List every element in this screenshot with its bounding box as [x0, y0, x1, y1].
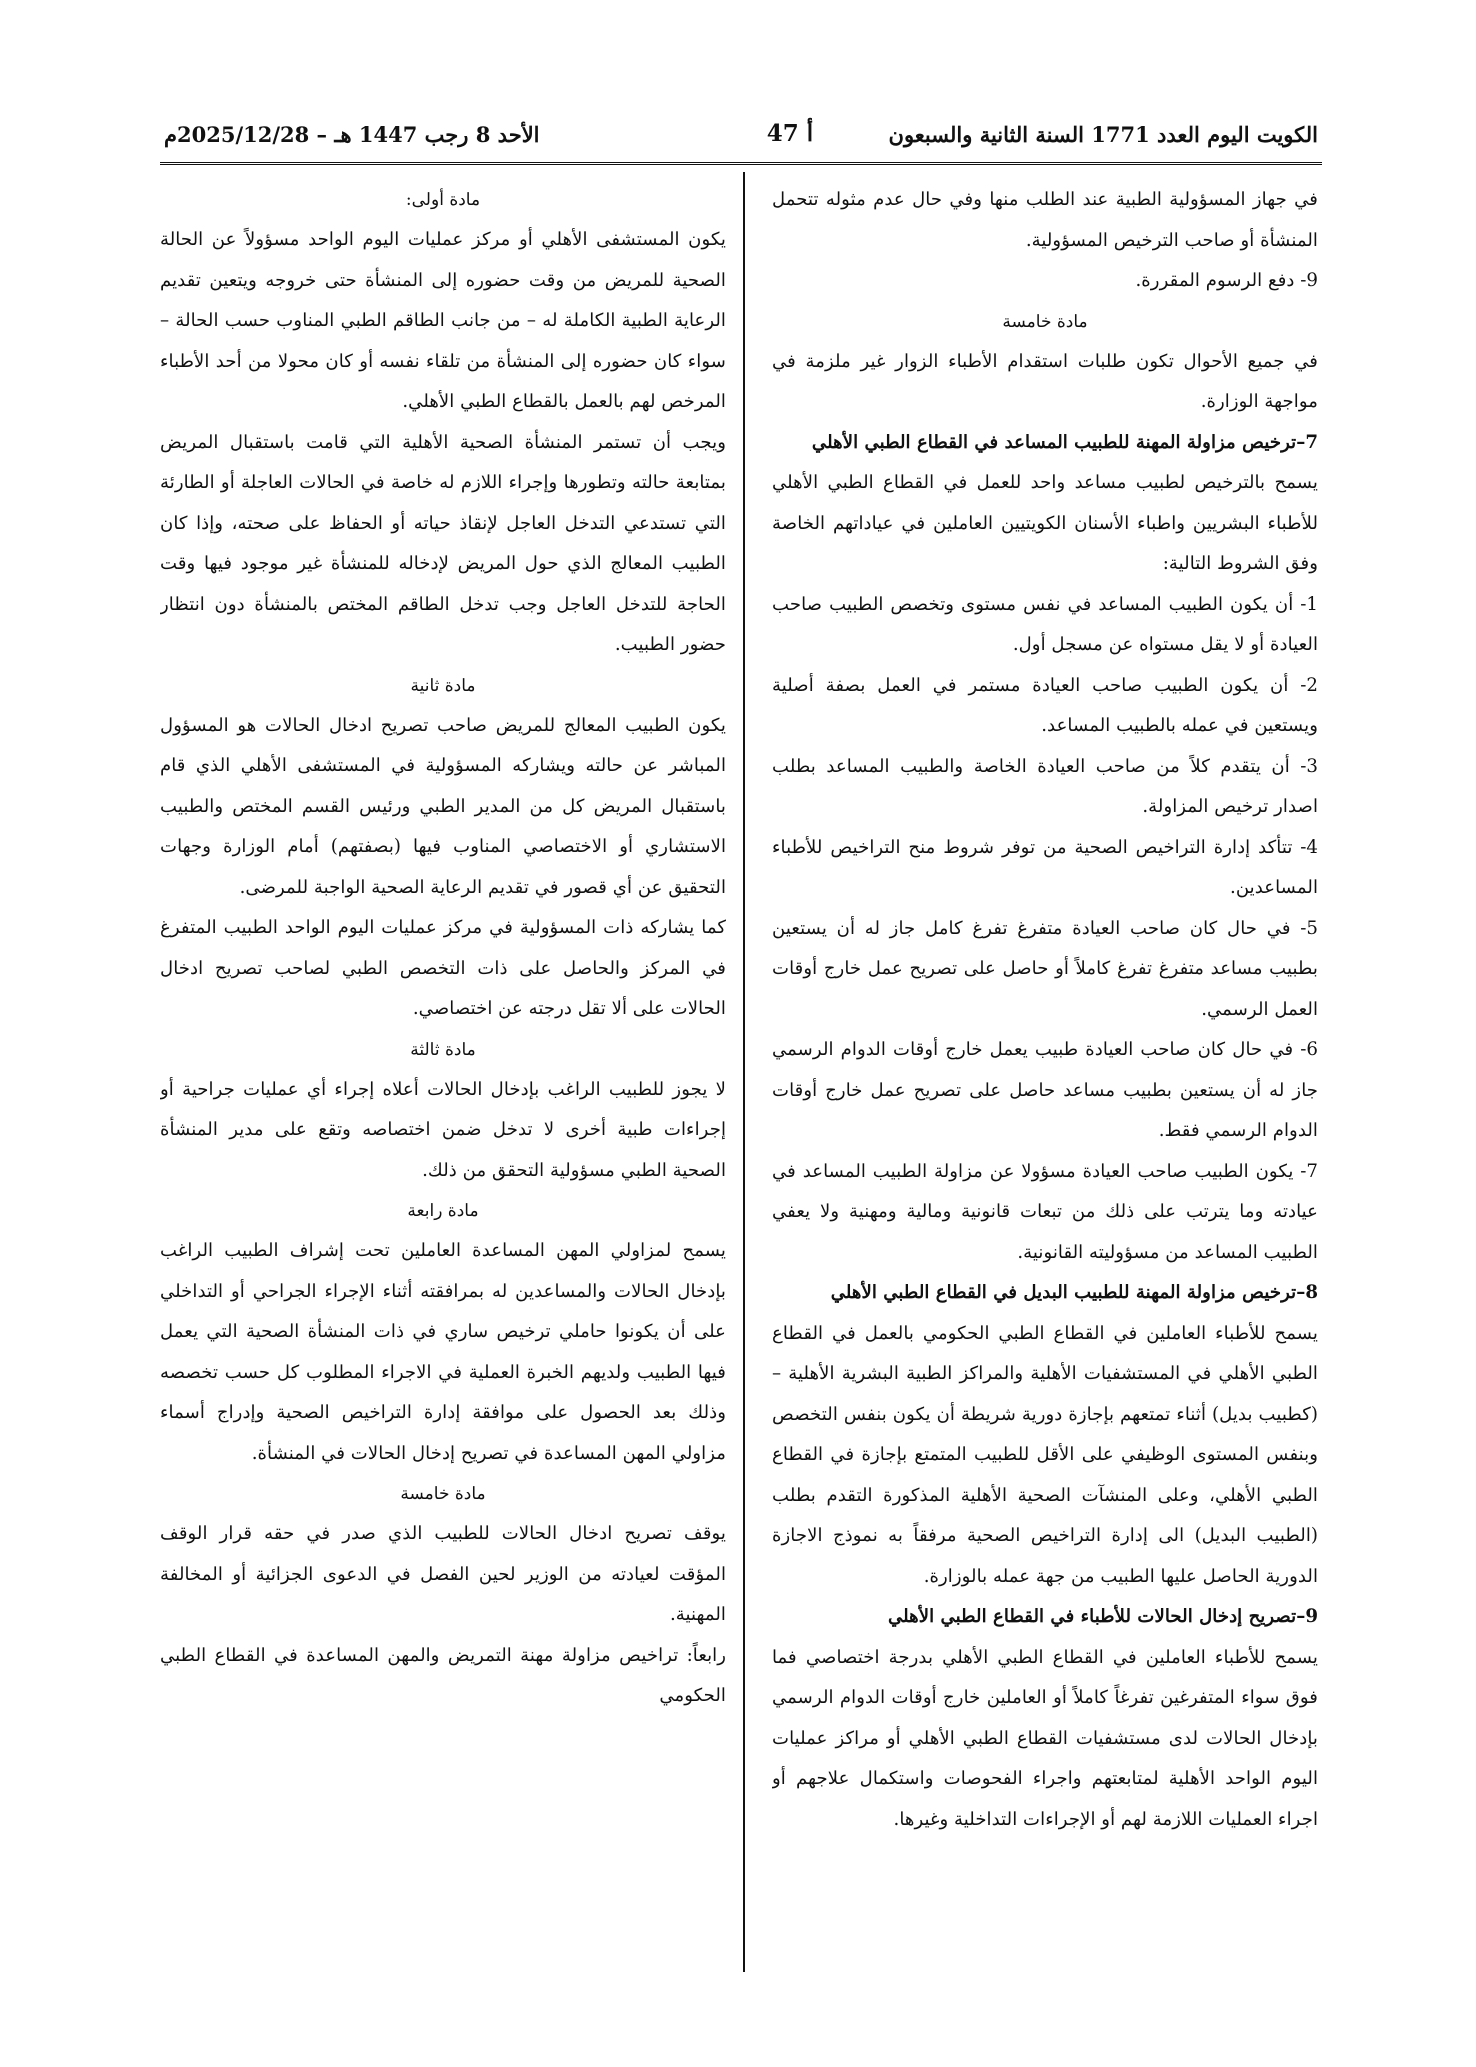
- section-heading: 7–ترخيص مزاولة المهنة للطبيب المساعد في القطاع الطبي الأهلي: [811, 431, 1318, 453]
- paragraph: في جميع الأحوال تكون طلبات استقدام الأطباء الزوار غير ملزمة في مواجهة الوزارة.: [772, 350, 1318, 412]
- article-heading: مادة ثالثة: [410, 1039, 476, 1060]
- paragraph: يكون المستشفى الأهلي أو مركز عمليات اليوم الواحد مسؤولاً عن الحالة الصحية للمريض من وقت حضوره إلى المنشأة حتى خروجه ويتعين تقديم الرعاية الطبية الكاملة له – من جانب الطاقم الطبي المناوب حسب الحالة – سواء كان حضوره إلى المنشأة من تلقاء نفسه أو كان محولا من أحد الأطباء المرخص لهم بالعمل بالقطاع الطبي الأهلي.: [160, 229, 726, 412]
- paragraph: لا يجوز للطبيب الراغب بإدخال الحالات أعلاه إجراء أي عمليات جراحية أو إجراءات طبية أخرى لا تدخل ضمن اختصاصه وتقع على مدير المنشأة الصحية الطبي مسؤولية التحقق من ذلك.: [160, 1078, 726, 1181]
- paragraph: يسمح للأطباء العاملين في القطاع الطبي الحكومي بالعمل في القطاع الطبي الأهلي في المستشفيات الأهلية والمراكز الطبية البشرية الأهلية – (كطبيب بديل) أثناء تمتعهم بإجازة دورية شريطة أن يكون بنفس التخصص وبنفس المستوى الوظيفي على الأقل للطبيب المتمتع بإجازة في القطاع الطبي الأهلي، وعلى المنشآت الصحية الأهلية المذكورة التقدم بطلب (الطبيب البديل) الى إدارة التراخيص الصحية مرفقاً به نموذج الاجازة الدورية الحاصل عليها الطبيب من جهة عمله بالوزارة.: [772, 1322, 1318, 1587]
- list-item: 3- أن يتقدم كلاً من صاحب العيادة الخاصة والطبيب المساعد بطلب اصدار ترخيص المزاولة.: [772, 755, 1318, 817]
- list-item: 2- أن يكون الطبيب صاحب العيادة مستمر في العمل بصفة أصلية ويستعين في عمله بالطبيب المساعد.: [772, 674, 1318, 736]
- paragraph: يسمح للأطباء العاملين في القطاع الطبي الأهلي بدرجة اختصاصي فما فوق سواء المتفرغين تفرغاً كاملاً أو العاملين خارج أوقات الدوام الرسمي بإدخال الحالات لدى مستشفيات القطاع الطبي الأهلي أو مراكز عمليات اليوم الواحد الأهلية لمتابعتهم واجراء الفحوصات واستكمال علاجهم أو اجراء العمليات اللازمة لهم أو الإجراءات التداخلية وغيرها.: [772, 1646, 1318, 1830]
- paragraph: يكون الطبيب المعالج للمريض صاحب تصريح ادخال الحالات هو المسؤول المباشر عن حالته ويشاركه المسؤولية في المستشفى الأهلي الذي قام باستقبال المريض كل من المدير الطبي ورئيس القسم المختص والطبيب الاستشاري أو الاختصاصي المناوب فيها (بصفتهم) أمام الوزارة وجهات التحقيق عن أي قصور في تقديم الرعاية الصحية الواجبة للمرضى.: [160, 714, 726, 898]
- list-item: 4- تتأكد إدارة التراخيص الصحية من توفر شروط منح التراخيص للأطباء المساعدين.: [772, 836, 1318, 898]
- section-heading: 8–ترخيص مزاولة المهنة للطبيب البديل في القطاع الطبي الأهلي: [830, 1282, 1318, 1303]
- article-heading: مادة خامسة: [400, 1484, 486, 1504]
- issue-date: الأحد 8 رجب 1447 هـ – 2025/12/28م: [164, 122, 540, 147]
- paragraph: ويجب أن تستمر المنشأة الصحية الأهلية التي قامت باستقبال المريض بمتابعة حالته وتطورها وإجراء اللازم له خاصة في الحالات العاجلة أو الطارئة التي تستدعي التدخل العاجل لإنقاذ حياته أو الحفاظ على صحته، وإذا كان الطبيب المعالج الذي حول المريض لإدخاله للمنشأة غير موجود فيها وقت الحاجة للتدخل العاجل وجب تدخل الطاقم المختص بالمنشأة دون انتظار حضور الطبيب.: [160, 431, 726, 655]
- page-number: أ 47: [766, 120, 814, 147]
- right-column: [772, 180, 1318, 1970]
- paragraph: في جهاز المسؤولية الطبية عند الطلب منها وفي حال عدم مثوله تتحمل المنشأة أو صاحب الترخيص المسؤولية.: [772, 189, 1318, 251]
- article-heading: مادة خامسة: [1002, 311, 1088, 332]
- list-item: 5- في حال كان صاحب العيادة متفرغ تفرغ كامل جاز له أن يستعين بطبيب مساعد متفرغ تفرغ كاملاً أو حاصل على تصريح عمل خارج أوقات العمل الرسمي.: [772, 917, 1318, 1020]
- page-header: [160, 118, 1322, 165]
- column-divider: [743, 172, 745, 1972]
- section-heading: 9–تصريح إدخال الحالات للأطباء في القطاع الطبي الأهلي: [887, 1606, 1318, 1627]
- list-item: 9- دفع الرسوم المقررة.: [1135, 270, 1318, 291]
- paragraph: يسمح بالترخيص لطبيب مساعد واحد للعمل في القطاع الطبي الأهلي للأطباء البشريين واطباء الأسنان الكويتيين العاملين في عياداتهم الخاصة وفق الشروط التالية:: [772, 472, 1318, 574]
- paragraph: يوقف تصريح ادخال الحالات للطبيب الذي صدر في حقه قرار الوقف المؤقت لعيادته من الوزير لحين الفصل في الدعوى الجزائية أو المخالفة المهنية.: [160, 1523, 726, 1625]
- left-column: [160, 180, 726, 1970]
- list-item: 1- أن يكون الطبيب المساعد في نفس مستوى وتخصص الطبيب صاحب العيادة أو لا يقل مستواه عن مسجل أول.: [772, 593, 1318, 655]
- article-heading: مادة رابعة: [407, 1201, 479, 1221]
- section-heading: رابعاً: تراخيص مزاولة مهنة التمريض والمهن المساعدة في القطاع الطبي الحكومي: [160, 1644, 726, 1706]
- paragraph: كما يشاركه ذات المسؤولية في مركز عمليات اليوم الواحد الطبيب المتفرغ في المركز والحاصل على ذات التخصص الطبي لصاحب تصريح ادخال الحالات على ألا تقل درجته عن اختصاصي.: [160, 917, 726, 1019]
- list-item: 6- في حال كان صاحب العيادة طبيب يعمل خارج أوقات الدوام الرسمي جاز له أن يستعين بطبيب مساعد حاصل على تصريح عمل خارج أوقات الدوام الرسمي فقط.: [772, 1039, 1318, 1141]
- publication-info: الكويت اليوم العدد 1771 السنة الثانية والسبعون: [888, 122, 1318, 147]
- article-heading: مادة أولى:: [405, 190, 481, 210]
- paragraph: يسمح لمزاولي المهن المساعدة العاملين تحت إشراف الطبيب الراغب بإدخال الحالات والمساعدين له بمرافقته أثناء الإجراء الجراحي أو التداخلي على أن يكونوا حاملي ترخيص ساري في ذات المنشأة الصحية التي يعمل فيها الطبيب ولديهم الخبرة العملية في الاجراء المطلوب كل حسب تخصصه وذلك بعد الحصول على موافقة إدارة التراخيص الصحية وإدراج أسماء مزاولي المهن المساعدة في تصريح إدخال الحالات في المنشأة.: [160, 1240, 726, 1464]
- list-item: 7- يكون الطبيب صاحب العيادة مسؤولا عن مزاولة الطبيب المساعد في عيادته وما يترتب على ذلك من تبعات قانونية ومالية ومهنية ولا يعفي الطبيب المساعد من مسؤوليته القانونية.: [772, 1160, 1318, 1263]
- article-heading: مادة ثانية: [410, 675, 476, 696]
